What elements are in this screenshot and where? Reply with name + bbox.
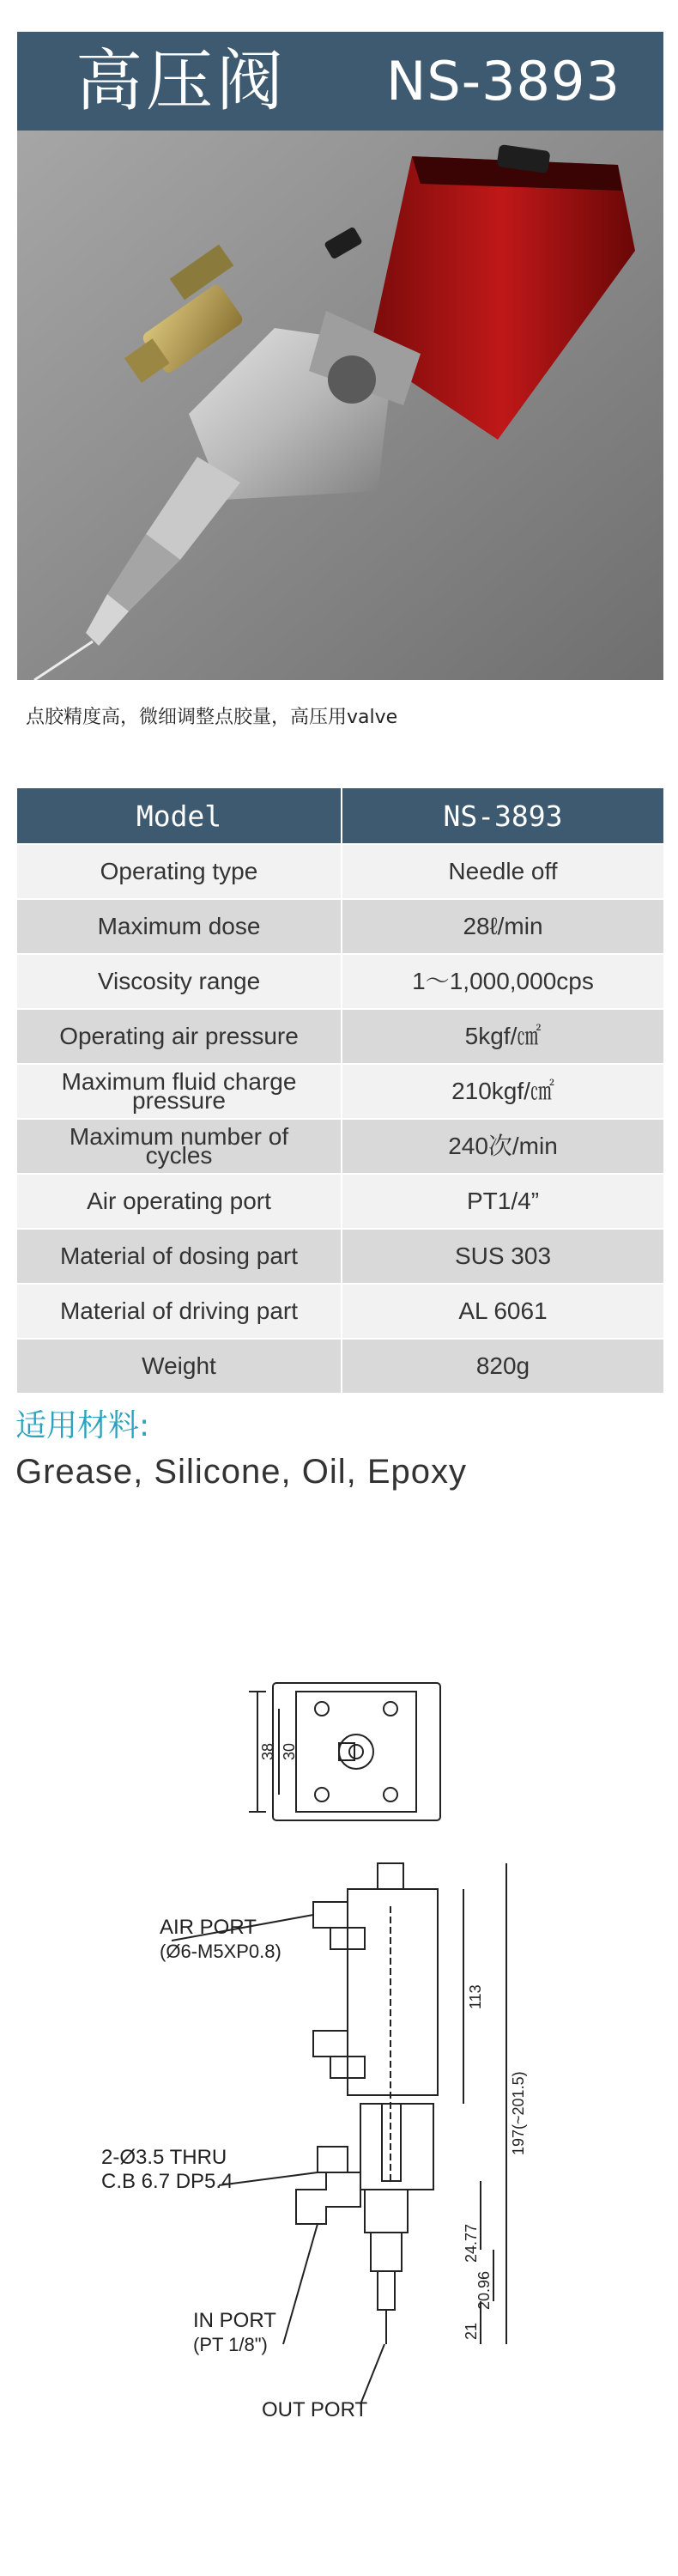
spec-row bbox=[17, 954, 663, 1009]
drawing-label-air-port-spec: (Ø6-M5XP0.8) bbox=[160, 1941, 281, 1962]
spec-row bbox=[17, 899, 663, 954]
product-title-cn: 高压阀 bbox=[76, 43, 288, 120]
spec-param: Air operating port bbox=[17, 1174, 342, 1229]
spec-param-line: Maximum fluid charge bbox=[61, 1068, 297, 1095]
spec-param: Operating type bbox=[17, 844, 342, 899]
drawing-label-out-port: OUT PORT bbox=[262, 2398, 368, 2421]
header-banner bbox=[17, 32, 663, 131]
spec-header-row bbox=[17, 788, 663, 844]
spec-param: Material of dosing part bbox=[17, 1229, 342, 1284]
spec-param-line: pressure bbox=[132, 1087, 226, 1114]
spec-value: Needle off bbox=[342, 844, 663, 899]
spec-row bbox=[17, 1284, 663, 1339]
spec-table bbox=[17, 788, 663, 1393]
drawing-label-in-port-spec: (PT 1/8") bbox=[193, 2334, 268, 2355]
spec-row bbox=[17, 1119, 663, 1174]
product-photo bbox=[17, 131, 663, 680]
spec-param bbox=[17, 1119, 342, 1174]
drawing-label-thru: 2-Ø3.5 THRU bbox=[101, 2146, 227, 2169]
spec-value: 240次/min bbox=[342, 1119, 663, 1174]
drawing-label-in-port: IN PORT bbox=[193, 2309, 276, 2332]
spec-value: 210kgf/㎠ bbox=[342, 1064, 663, 1119]
drawing-label-air-port: AIR PORT bbox=[160, 1916, 257, 1939]
spec-value: 5kgf/㎠ bbox=[342, 1009, 663, 1064]
spec-param: Operating air pressure bbox=[17, 1009, 342, 1064]
spec-value: 820g bbox=[342, 1339, 663, 1393]
drawing-dim-20: 20.96 bbox=[475, 2270, 493, 2310]
product-model: NS-3893 bbox=[386, 50, 620, 112]
spec-row bbox=[17, 844, 663, 899]
drawing-dim-38: 38 bbox=[259, 1742, 276, 1760]
spec-row bbox=[17, 1339, 663, 1393]
drawing-label-cb: C.B 6.7 DP5.4 bbox=[101, 2170, 233, 2193]
spec-param bbox=[17, 1064, 342, 1119]
technical-drawing bbox=[0, 1657, 678, 2464]
spec-row bbox=[17, 1009, 663, 1064]
drawing-dim-24: 24.77 bbox=[463, 2223, 480, 2263]
drawing-dim-197: 197(~201.5) bbox=[510, 2071, 527, 2155]
spec-param-line: Maximum number of bbox=[69, 1123, 289, 1150]
drawing-dim-30: 30 bbox=[281, 1742, 298, 1760]
materials-title: 适用材料: bbox=[15, 1408, 150, 1443]
spec-row bbox=[17, 1174, 663, 1229]
spec-header-label: Model bbox=[17, 788, 342, 844]
materials-text: Grease, Silicone, Oil, Epoxy bbox=[15, 1453, 467, 1491]
spec-header-model: NS-3893 bbox=[342, 788, 663, 844]
spec-value: 28ℓ/min bbox=[342, 899, 663, 954]
spec-row bbox=[17, 1229, 663, 1284]
product-caption: 点胶精度高，微细调整点胶量，高压用valve bbox=[26, 707, 398, 728]
spec-row bbox=[17, 1064, 663, 1119]
spec-param: Weight bbox=[17, 1339, 342, 1393]
spec-value: AL 6061 bbox=[342, 1284, 663, 1339]
spec-value: PT1/4” bbox=[342, 1174, 663, 1229]
drawing-dim-21: 21 bbox=[463, 2322, 480, 2340]
spec-param: Material of driving part bbox=[17, 1284, 342, 1339]
spec-param-line: cycles bbox=[145, 1142, 213, 1169]
spec-param: Viscosity range bbox=[17, 954, 342, 1009]
drawing-dim-113: 113 bbox=[467, 1984, 484, 2009]
spec-value: 1〜1,000,000cps bbox=[342, 954, 663, 1009]
spec-value: SUS 303 bbox=[342, 1229, 663, 1284]
spec-param: Maximum dose bbox=[17, 899, 342, 954]
